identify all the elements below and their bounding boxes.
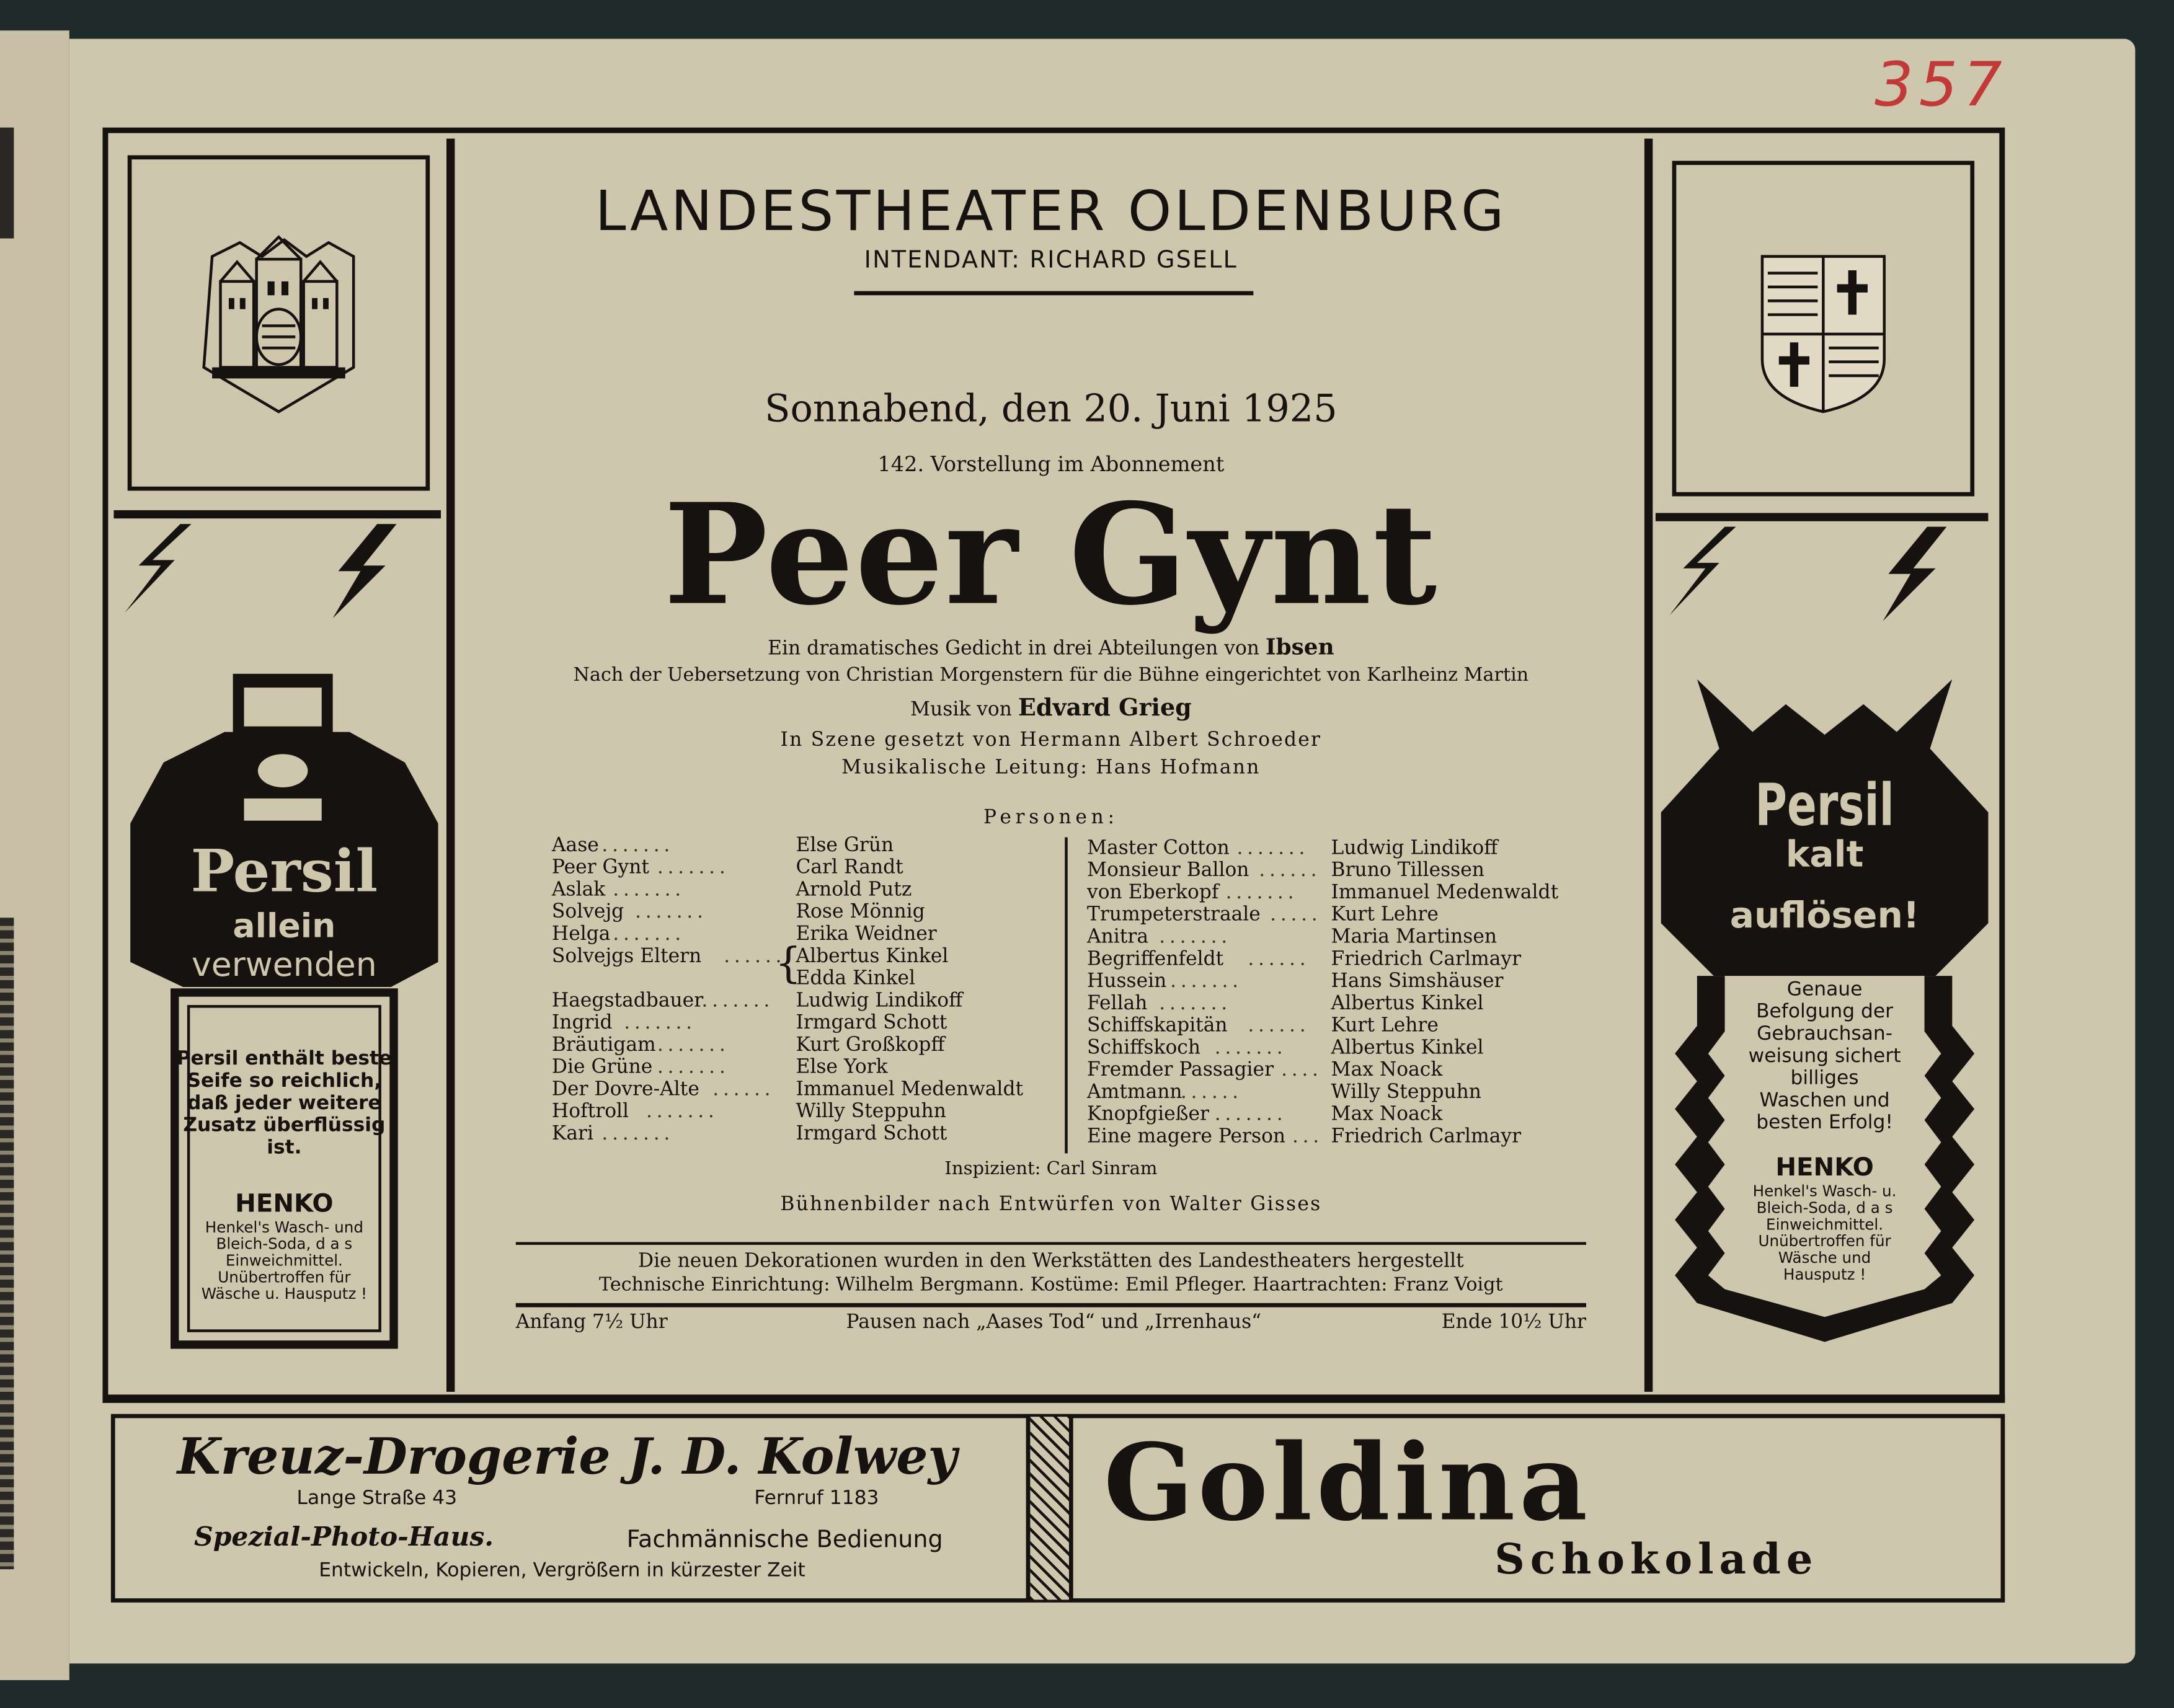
cast-actor: Else Grün	[796, 834, 894, 857]
start-time: Anfang 7½ Uhr	[515, 1311, 668, 1334]
cast-leader-dots: ....	[1281, 1059, 1323, 1082]
cast-actor: Kurt Großkopff	[796, 1034, 945, 1056]
cast-actor: Irmgard Schott	[796, 1123, 947, 1145]
cast-leader-dots: ......	[724, 945, 786, 968]
maker-text-line: Wäsche u. Hausputz !	[201, 1285, 368, 1303]
cast-role: Helga	[551, 923, 611, 945]
cast-leader-dots: .......	[1225, 882, 1298, 904]
cast-actor: Max Noack	[1331, 1103, 1443, 1126]
cast-divider	[1065, 838, 1067, 1154]
drugstore-service: Fachmännische Bedienung	[626, 1526, 943, 1554]
cast-leader-dots: ...	[1292, 1125, 1323, 1148]
cast-role: Bräutigam	[551, 1034, 656, 1056]
crest-box-left	[128, 155, 430, 490]
cast-role: Anitra	[1087, 926, 1149, 949]
cast-actor: Kurt Lehre	[1331, 1014, 1439, 1037]
technical-credits: Technische Einrichtung: Wilhelm Bergmann. Kostüme: Emil Pfleger. Haartrachten: Franz Voigt	[599, 1273, 1503, 1296]
cast-role: Trumpeterstraale	[1087, 903, 1261, 926]
cast-leader-dots: ......	[712, 1078, 775, 1101]
cast-leader-dots: ......	[1259, 859, 1321, 882]
persil-left-body-line: Zusatz überflüssig	[183, 1114, 386, 1137]
cast-leader-dots: .......	[646, 1100, 719, 1123]
persil-left-brand: Persil	[190, 837, 378, 906]
cast-list-left	[552, 834, 1051, 1162]
cast-role: Aase	[551, 834, 599, 857]
cast-leader-dots: .......	[624, 1012, 696, 1035]
cast-role: Monsieur Ballon	[1087, 859, 1249, 882]
lightning-bolt-icon	[1669, 527, 1736, 616]
persil-box-label: Persil	[249, 689, 311, 712]
intendant: INTENDANT: RICHARD GSELL	[864, 247, 1238, 275]
cast-role: Schiffskoch	[1087, 1037, 1200, 1060]
intermissions: Pausen nach „Aases Tod“ und „Irrenhaus“	[846, 1311, 1262, 1334]
author: Ibsen	[1265, 633, 1334, 660]
cast-actor: Albertus Kinkel	[796, 945, 949, 968]
cast-role: Hussein	[1087, 970, 1167, 993]
persil-left-maker: HENKO	[235, 1189, 334, 1219]
previous-page-edge	[0, 30, 69, 1680]
cast-role: Knopfgießer	[1087, 1103, 1210, 1126]
decorations-note: Die neuen Dekorationen wurden in den Werkstätten des Landestheaters hergestellt	[637, 1250, 1464, 1273]
cast-actor: Max Noack	[1331, 1059, 1443, 1082]
persil-left-body-line: Seife so reichlich,	[187, 1070, 382, 1092]
subtitle-prefix: Ein dramatisches Gedicht in drei Abteilungen von	[768, 637, 1259, 660]
lightning-bolt-icon	[1883, 527, 1946, 621]
persil-left-body-line: ist.	[267, 1136, 302, 1159]
divider-right	[1644, 139, 1653, 1392]
persil-right-body-line: Genaue	[1786, 978, 1863, 1001]
performance-number: 142. Vorstellung im Abonnement	[877, 451, 1225, 477]
subtitle	[458, 634, 1644, 660]
cast-actor: Immanuel Medenwaldt	[796, 1078, 1024, 1101]
performance-date: Sonnabend, den 20. Juni 1925	[765, 388, 1338, 431]
cast-leader-dots: .......	[1236, 837, 1310, 860]
cast-actor: Arnold Putz	[796, 878, 912, 901]
music-prefix: Musik von	[910, 698, 1012, 721]
cast-leader-dots: .......	[601, 1123, 675, 1145]
cast-actor: Albertus Kinkel	[1331, 1037, 1484, 1060]
persil-left-body-line: Persil enthält beste	[176, 1048, 393, 1071]
cast-role: Eine magere Person	[1087, 1125, 1286, 1148]
ornament-divider	[1026, 1417, 1073, 1600]
cast-actor: Hans Simshäuser	[1331, 970, 1504, 993]
cast-leader-dots: .......	[1170, 970, 1243, 993]
cast-leader-dots: .......	[613, 878, 685, 901]
maker-text-line: Bleich-Soda, d a s	[216, 1235, 353, 1254]
lightning-bolt-icon	[333, 524, 397, 618]
end-time: Ende 10½ Uhr	[1441, 1311, 1586, 1334]
cast-role: Begriffenfeldt	[1087, 948, 1224, 971]
inspizient: Inspizient: Carl Sinram	[944, 1159, 1158, 1180]
cast-role: Haegstadbauer	[551, 989, 704, 1012]
lightning-bolt-icon	[125, 524, 191, 613]
cast-leader-dots: .......	[635, 901, 708, 924]
cast-role: Aslak	[551, 878, 606, 901]
cast-leader-dots: .......	[1159, 926, 1231, 949]
divider-bottom	[102, 1394, 2005, 1402]
cast-leader-dots: .......	[1214, 1037, 1287, 1060]
composer: Edvard Grieg	[1018, 694, 1192, 722]
persil-right-line1: kalt	[1785, 834, 1864, 877]
persil-left-body-line: daß jeder weitere	[187, 1092, 381, 1115]
drugstore-address: Lange Straße 43	[296, 1487, 458, 1510]
cast-role: Der Dovre-Alte	[551, 1078, 699, 1101]
music-credit	[458, 694, 1644, 722]
parents-brace: {	[774, 940, 802, 989]
maker-text-line: Einweichmittel.	[225, 1252, 343, 1270]
drugstore-phone: Fernruf 1183	[754, 1487, 879, 1510]
page-edge-strip	[0, 918, 14, 1569]
maker-text-line: Henkel's Wasch- u.	[1752, 1182, 1897, 1201]
stage-design: Bühnenbilder nach Entwürfen von Walter Gisses	[780, 1193, 1322, 1216]
cast-actor: Willy Steppuhn	[796, 1100, 946, 1123]
maker-text-line: Unübertroffen für	[218, 1268, 351, 1287]
cast-leader-dots: .......	[657, 1056, 730, 1079]
cast-role: von Eberkopf	[1087, 882, 1219, 904]
persil-right-line2: auflösen!	[1729, 895, 1920, 937]
lightning-decoration-right	[1656, 513, 1989, 624]
play-title: Peer Gynt	[663, 472, 1439, 637]
cast-role: Ingrid	[551, 1012, 613, 1035]
cast-actor: Kurt Lehre	[1331, 903, 1439, 926]
persil-left-maker-text	[175, 1220, 394, 1303]
translation-credit: Nach der Uebersetzung von Christian Morgenstern für die Bühne eingerichtet von Karlheinz Martin	[573, 664, 1529, 686]
persil-left-line1: allein	[233, 906, 336, 945]
goldina-brand: Goldina	[1103, 1420, 1592, 1544]
cast-actor: Irmgard Schott	[796, 1012, 947, 1035]
cast-list-right	[1087, 838, 1586, 1165]
cast-role: Solvejg	[551, 901, 624, 924]
director-credit: In Szene gesetzt von Hermann Albert Schroeder	[780, 729, 1322, 751]
cast-actor: Immanuel Medenwaldt	[1331, 882, 1559, 904]
cast-actor: Willy Steppuhn	[1331, 1081, 1481, 1104]
persil-right-brand: Persil	[1755, 771, 1894, 839]
cast-role: Master Cotton	[1087, 837, 1230, 860]
lightning-decoration-left	[113, 510, 441, 621]
cast-role: Schiffskapitän	[1087, 1014, 1228, 1037]
cast-role: Peer Gynt	[551, 856, 650, 879]
cast-leader-dots: .......	[1170, 1081, 1243, 1104]
cast-actor: Ludwig Lindikoff	[1331, 837, 1498, 860]
cast-leader-dots: .......	[1214, 1103, 1287, 1126]
cast-actor: Friedrich Carlmayr	[1331, 1125, 1522, 1148]
cast-leader-dots: ......	[1248, 948, 1310, 971]
photo-house: Spezial-Photo-Haus.	[194, 1522, 494, 1553]
cast-leader-dots: .......	[701, 989, 774, 1012]
cast-role: Fremder Passagier	[1087, 1059, 1274, 1082]
credits-rule-top	[516, 1242, 1586, 1244]
credits-rule-bottom	[516, 1303, 1586, 1308]
theater-name: LANDESTHEATER OLDENBURG	[595, 180, 1507, 244]
cast-role: Hoftroll	[551, 1100, 629, 1123]
persil-right-body-line: Gebrauchsan-	[1757, 1023, 1893, 1045]
cast-actor: Carl Randt	[796, 856, 903, 879]
cast-leader-dots: .......	[657, 1034, 730, 1056]
maker-text-line: Hausputz !	[1783, 1265, 1866, 1284]
coat-of-arms-oldenburg-icon	[131, 159, 425, 487]
cast-role: Die Grüne	[551, 1056, 653, 1079]
cast-actor: Rose Mönnig	[796, 901, 925, 924]
maker-text-line: Bleich-Soda, d a s	[1756, 1199, 1893, 1218]
persil-right-body-line: weisung sichert	[1748, 1045, 1901, 1068]
persil-right-maker: HENKO	[1775, 1153, 1874, 1183]
coat-of-arms-crosses-icon	[1676, 165, 1970, 492]
cast-role: Solvejgs Eltern	[551, 945, 702, 968]
cast-actor: Friedrich Carlmayr	[1331, 948, 1522, 971]
cast-actor: Else York	[796, 1056, 888, 1079]
drugstore-name: Kreuz-Drogerie J. D. Kolwey	[177, 1428, 957, 1486]
page-edge-strip	[0, 128, 14, 239]
cast-actor: Edda Kinkel	[796, 967, 916, 990]
cast-role: Amtmann	[1087, 1081, 1182, 1104]
maker-text-line: Henkel's Wasch- und	[205, 1218, 363, 1237]
cast-role: Kari	[551, 1123, 593, 1145]
persil-right-body-line: billiges	[1790, 1067, 1859, 1090]
goldina-product: Schokolade	[1494, 1536, 1819, 1585]
maker-text-line: Unübertroffen für	[1758, 1232, 1891, 1250]
cast-leader-dots: .......	[613, 923, 685, 945]
persil-left-body	[175, 1048, 394, 1159]
persil-right-body	[1728, 979, 1922, 1134]
persil-right-maker-text	[1728, 1184, 1922, 1284]
cast-actor: Erika Weidner	[796, 923, 937, 945]
cast-actor: Albertus Kinkel	[1331, 992, 1484, 1015]
cast-leader-dots: .......	[601, 834, 675, 857]
cast-actor: Maria Martinsen	[1331, 926, 1497, 949]
musical-direction: Musikalische Leitung: Hans Hofmann	[841, 756, 1261, 779]
cast-leader-dots: .......	[1159, 992, 1231, 1015]
persil-right-body-line: besten Erfolg!	[1756, 1112, 1893, 1135]
page-number: 357	[1875, 50, 2008, 121]
cast-actor: Ludwig Lindikoff	[796, 989, 963, 1012]
cast-leader-dots: .....	[1270, 903, 1322, 926]
cast-actor: Bruno Tillessen	[1331, 859, 1484, 882]
persil-right-body-line: Befolgung der	[1756, 1001, 1894, 1024]
drugstore-services: Entwickeln, Kopieren, Vergrößern in kürzester Zeit	[319, 1559, 805, 1582]
divider-left	[446, 139, 455, 1392]
persil-left-line2: verwenden	[191, 945, 377, 985]
persons-label: Personen:	[983, 807, 1119, 830]
crest-box-right	[1672, 161, 1974, 496]
maker-text-line: Wäsche und	[1778, 1249, 1871, 1267]
persil-right-body-line: Waschen und	[1759, 1089, 1890, 1112]
header-rule	[854, 291, 1253, 296]
cast-role: Fellah	[1087, 992, 1148, 1015]
cast-leader-dots: ......	[1248, 1014, 1310, 1037]
cast-leader-dots: .......	[657, 856, 730, 879]
maker-text-line: Einweichmittel.	[1766, 1215, 1884, 1234]
